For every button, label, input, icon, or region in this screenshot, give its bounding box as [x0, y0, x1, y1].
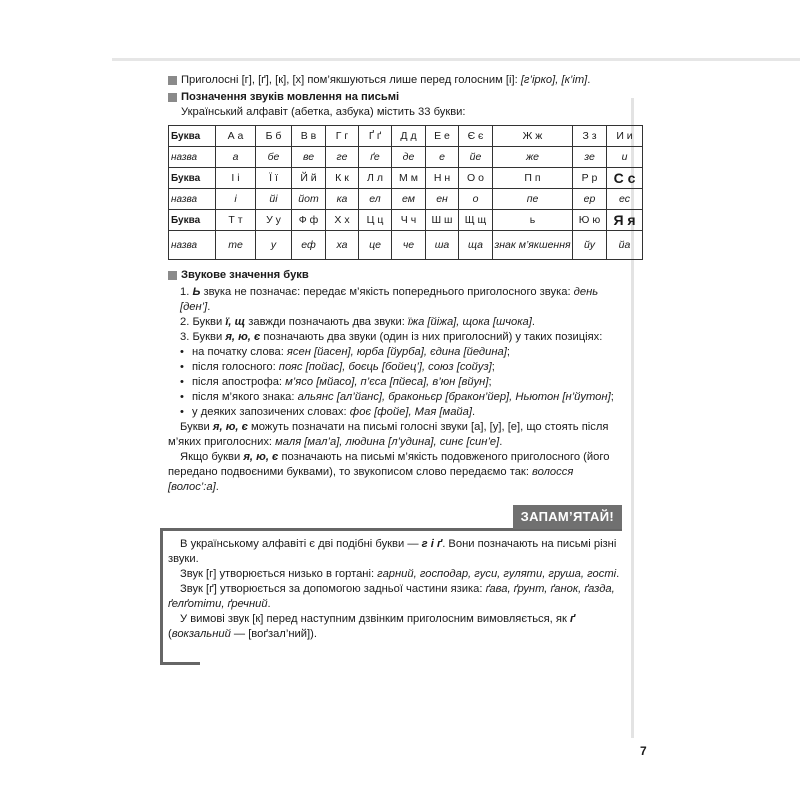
letter-cell: В в: [292, 126, 326, 147]
name-cell: ер: [573, 189, 607, 210]
letter-cell: Е е: [426, 126, 459, 147]
name-cell: у: [256, 231, 292, 260]
letter-cell: У у: [256, 210, 292, 231]
paragraph: Букви я, ю, є можуть позначати на письмі голосні звуки [а], [у], [е], що стоять після м’яких приголосних: маля [мал’а], людина [л’удина], синє [син’е].: [168, 421, 609, 448]
paragraph: У вимові звук [к] перед наступним дзвінким приголосним вимовляється, як ґ (вокзальний — [воґзал’ний]).: [168, 613, 576, 640]
bullet-item: • після м’якого знака: альянс [ал’йанс], браконьєр [бракон’йер], Ньютон [н’йутон];: [180, 390, 622, 405]
name-cell: йу: [573, 231, 607, 260]
name-cell: пе: [493, 189, 573, 210]
name-cell: ге: [326, 147, 359, 168]
letter-cell: Щ щ: [459, 210, 493, 231]
page-number: 7: [640, 744, 647, 758]
letter-cell: Н н: [426, 168, 459, 189]
name-cell: ел: [359, 189, 392, 210]
name-cell: йі: [256, 189, 292, 210]
letter-cell: Л л: [359, 168, 392, 189]
list-item: 2. Букви ї, щ завжди позначають два звуки: їжа [йіжа], щока [шчока].: [180, 316, 535, 328]
letter-cell: Р р: [573, 168, 607, 189]
name-cell: же: [493, 147, 573, 168]
name-cell: йа: [607, 231, 643, 260]
letter-cell: Т т: [216, 210, 256, 231]
name-header-cell: назва: [169, 231, 216, 260]
section-title: Звукове значення букв: [181, 269, 309, 281]
section-marker-icon: [168, 76, 177, 85]
section-marker-icon: [168, 271, 177, 280]
intro-paragraph: Приголосні [г], [ґ], [к], [х] пом’якшуються лише перед голосним [і]: [г’ірко], [к’іт].: [168, 73, 622, 88]
name-cell: ен: [426, 189, 459, 210]
name-cell: йе: [459, 147, 493, 168]
page-content: [168, 73, 636, 642]
letter-cell: С с: [607, 168, 643, 189]
letter-cell: Х х: [326, 210, 359, 231]
letter-cell: Є є: [459, 126, 493, 147]
top-divider: [112, 58, 800, 61]
name-cell: де: [392, 147, 426, 168]
name-cell: е: [426, 147, 459, 168]
bullet-item: • після апострофа: м’ясо [мйасо], п’єса [пйеса], в’юн [вйун];: [180, 375, 622, 390]
letter-cell: Ж ж: [493, 126, 573, 147]
name-cell: ем: [392, 189, 426, 210]
letter-cell: Д д: [392, 126, 426, 147]
name-cell: бе: [256, 147, 292, 168]
letter-cell: Ц ц: [359, 210, 392, 231]
letter-cell: Ф ф: [292, 210, 326, 231]
name-cell: и: [607, 147, 643, 168]
name-cell: а: [216, 147, 256, 168]
table-row: [169, 189, 643, 210]
name-cell: ша: [426, 231, 459, 260]
paragraph: В українському алфавіті є дві подібні букви — г і ґ. Вони позначають на письмі різні звуки.: [168, 538, 617, 565]
table-row: [169, 210, 643, 231]
table-row: [169, 126, 643, 147]
remember-badge: ЗАПАМ’ЯТАЙ!: [513, 505, 622, 529]
section-marker-icon: [168, 93, 177, 102]
remember-block: [168, 531, 622, 642]
letter-cell: О о: [459, 168, 493, 189]
name-cell: зе: [573, 147, 607, 168]
name-cell: те: [216, 231, 256, 260]
bullet-item: • у деяких запозичених словах: фоє [фойе], Мая [майа].: [180, 405, 622, 420]
table-row: [169, 147, 643, 168]
letter-cell: Г г: [326, 126, 359, 147]
letter-cell: Ю ю: [573, 210, 607, 231]
list-item: 1. Ь звука не позначає: передає м’якість попереднього приголосного звука: день [ден’].: [180, 286, 599, 313]
letter-header-cell: Буква: [169, 210, 216, 231]
letter-cell: Й й: [292, 168, 326, 189]
name-cell: і: [216, 189, 256, 210]
note-bracket-foot: [160, 662, 200, 665]
paragraph: Звук [ґ] утворюється за допомогою задньої частини язика: ґава, ґрунт, ґанок, ґазда, ґелґотіти, ґречний.: [168, 583, 615, 610]
letter-cell: І і: [216, 168, 256, 189]
letter-cell: М м: [392, 168, 426, 189]
name-header-cell: назва: [169, 189, 216, 210]
bullet-item: • після голосного: пояс [пойас], боєць [бойец’], союз [сойуз];: [180, 360, 622, 375]
table-row: [169, 231, 643, 260]
remember-header: [168, 505, 622, 531]
name-header-cell: назва: [169, 147, 216, 168]
name-cell: ґе: [359, 147, 392, 168]
letter-cell: А а: [216, 126, 256, 147]
letter-header-cell: Буква: [169, 168, 216, 189]
name-cell: ка: [326, 189, 359, 210]
name-cell: еф: [292, 231, 326, 260]
section-title: Позначення звуків мовлення на письмі: [181, 91, 400, 103]
letter-cell: К к: [326, 168, 359, 189]
letter-cell: П п: [493, 168, 573, 189]
name-cell: ес: [607, 189, 643, 210]
section-sound-values: [168, 268, 622, 283]
paragraph: Якщо букви я, ю, є позначають на письмі м’якість подовженого приголосного (його передано подвоєними буквами), то звукописом слово передаємо так: волосся [волос’:а].: [168, 451, 610, 493]
letter-cell: Ґ ґ: [359, 126, 392, 147]
note-bracket: [160, 531, 163, 665]
letter-cell: Ч ч: [392, 210, 426, 231]
letter-cell: Ш ш: [426, 210, 459, 231]
letter-cell: И и: [607, 126, 643, 147]
section-text: Український алфавіт (абетка, азбука) містить 33 букви:: [181, 106, 466, 118]
name-cell: знак м’якшення: [493, 231, 573, 260]
letter-cell: Я я: [607, 210, 643, 231]
name-cell: ве: [292, 147, 326, 168]
name-cell: ха: [326, 231, 359, 260]
letter-cell: Б б: [256, 126, 292, 147]
name-cell: о: [459, 189, 493, 210]
list-item: 3. Букви я, ю, є позначають два звуки (один із них приголосний) у таких позиціях:: [180, 331, 603, 343]
table-row: [169, 168, 643, 189]
letter-cell: ь: [493, 210, 573, 231]
position-bullets: [168, 345, 622, 420]
letter-header-cell: Буква: [169, 126, 216, 147]
bullet-item: • на початку слова: ясен [йасен], юрба [йурба], єдина [йедина];: [180, 345, 622, 360]
name-cell: ща: [459, 231, 493, 260]
alphabet-table: [168, 125, 643, 260]
name-cell: це: [359, 231, 392, 260]
name-cell: йот: [292, 189, 326, 210]
section-alphabet: [168, 90, 622, 120]
rules-list: [168, 285, 622, 345]
name-cell: че: [392, 231, 426, 260]
letter-cell: З з: [573, 126, 607, 147]
paragraph: Звук [г] утворюється низько в гортані: гарний, господар, гуси, гуляти, груша, гості.: [180, 568, 620, 580]
letter-cell: Ї ї: [256, 168, 292, 189]
